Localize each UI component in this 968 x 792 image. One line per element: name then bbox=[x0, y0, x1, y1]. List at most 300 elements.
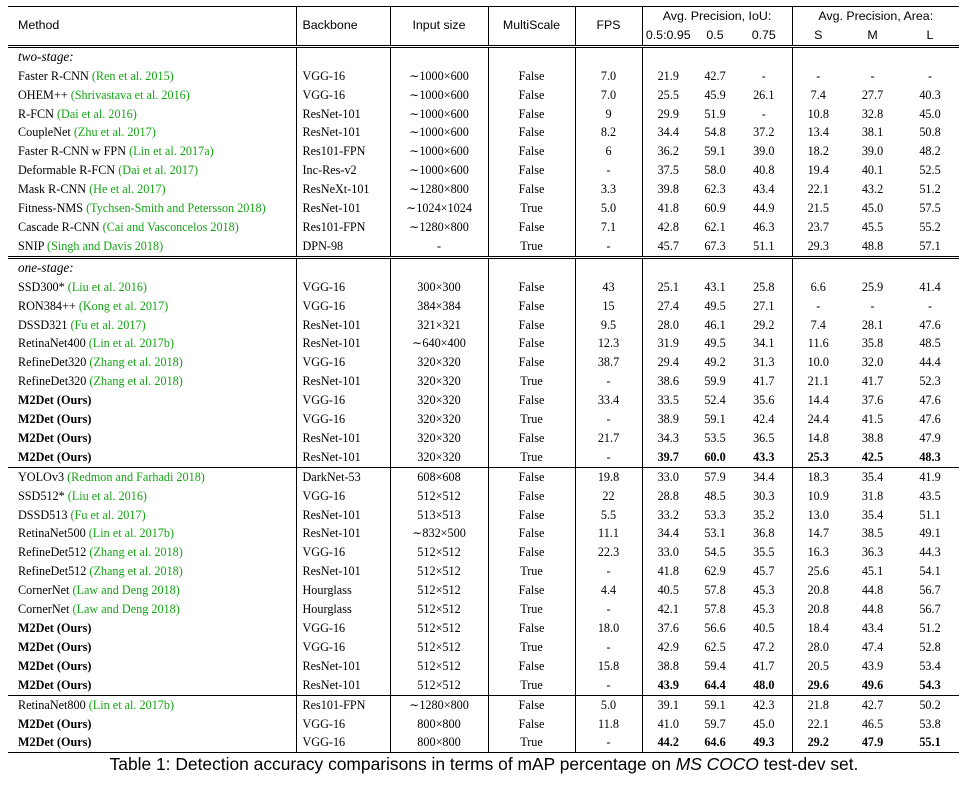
backbone-cell: ResNet-101 bbox=[296, 657, 390, 676]
citation-link[interactable]: (Ren et al. 2015) bbox=[91, 68, 174, 83]
fps-cell: 33.4 bbox=[575, 391, 642, 410]
method-name: RefineDet320 bbox=[18, 355, 87, 370]
method-name: Mask R-CNN bbox=[18, 182, 87, 197]
ap-iou-cell: 42.3 bbox=[736, 695, 792, 714]
ap-area-cell: 25.6 bbox=[792, 562, 844, 581]
ap-area-cell: 56.7 bbox=[919, 602, 941, 617]
ap-iou-cell: 37.6 bbox=[642, 619, 694, 638]
backbone-cell: ResNet-101 bbox=[296, 506, 390, 525]
ap-area-cell: 19.4 bbox=[792, 161, 844, 180]
input-size-cell: ∼1280×800 bbox=[390, 218, 488, 237]
ap-iou-cell: 48.5 bbox=[704, 488, 726, 503]
input-size-cell: - bbox=[390, 237, 488, 257]
table-row bbox=[8, 105, 959, 124]
backbone-cell: ResNet-101 bbox=[296, 123, 390, 142]
ap-area-cell: 21.1 bbox=[792, 372, 844, 391]
method-name: M2Det (Ours) bbox=[18, 639, 92, 654]
table-row bbox=[8, 316, 959, 335]
multiscale-cell: True bbox=[488, 638, 575, 657]
ap-iou-cell: 39.0 bbox=[753, 144, 775, 159]
section-empty-cell bbox=[488, 257, 575, 277]
input-size-cell: ∼1280×800 bbox=[390, 695, 488, 714]
fps-cell: - bbox=[575, 562, 642, 581]
ap-iou-cell: 33.0 bbox=[642, 467, 694, 486]
ap-iou-cell: 67.3 bbox=[704, 238, 726, 253]
fps-cell: 15.8 bbox=[575, 657, 642, 676]
fps-cell: 7.0 bbox=[575, 67, 642, 86]
ap-area-cell: 53.4 bbox=[919, 658, 941, 673]
input-size-cell: 512×512 bbox=[390, 600, 488, 619]
input-size-cell: 512×512 bbox=[390, 657, 488, 676]
table-caption bbox=[0, 754, 968, 775]
backbone-cell: VGG-16 bbox=[296, 543, 390, 562]
method-name: OHEM++ bbox=[18, 87, 68, 102]
method-name: CornerNet bbox=[18, 583, 70, 598]
ap-area-cell: 23.7 bbox=[792, 218, 844, 237]
results-table bbox=[8, 6, 959, 753]
section-header bbox=[8, 257, 959, 277]
ap-area-cell: 55.2 bbox=[919, 219, 941, 234]
header-multiscale: MultiScale bbox=[488, 7, 575, 47]
citation-link[interactable]: (Singh and Davis 2018) bbox=[47, 238, 164, 253]
fps-cell: 12.3 bbox=[575, 334, 642, 353]
section-empty-cell bbox=[844, 257, 901, 277]
ap-area-cell: 41.5 bbox=[861, 412, 884, 427]
ap-area-cell: 49.6 bbox=[861, 677, 884, 692]
backbone-cell: ResNet-101 bbox=[296, 199, 390, 218]
ap-area-cell: 32.0 bbox=[861, 355, 884, 370]
table-row bbox=[8, 142, 959, 161]
method-name: M2Det (Ours) bbox=[18, 412, 92, 427]
multiscale-cell: True bbox=[488, 237, 575, 257]
citation-link[interactable]: (Zhang et al. 2018) bbox=[89, 564, 183, 579]
ap-iou-cell: 41.8 bbox=[642, 199, 694, 218]
ap-iou-cell: 49.5 bbox=[704, 298, 726, 313]
header-method: Method bbox=[8, 7, 296, 47]
backbone-cell: ResNet-101 bbox=[296, 524, 390, 543]
ap-area-cell: 45.5 bbox=[861, 219, 884, 234]
section-empty-cell bbox=[844, 46, 901, 66]
ap-iou-cell: 33.2 bbox=[642, 506, 694, 525]
method-name: M2Det (Ours) bbox=[18, 430, 92, 445]
backbone-cell: VGG-16 bbox=[296, 297, 390, 316]
method-name: M2Det (Ours) bbox=[18, 621, 92, 635]
ap-area-cell: 51.2 bbox=[919, 621, 941, 635]
ap-area-cell: 45.0 bbox=[919, 106, 941, 121]
method-cell bbox=[8, 638, 296, 657]
backbone-cell: VGG-16 bbox=[296, 278, 390, 297]
ap-area-cell: 28.0 bbox=[792, 638, 844, 657]
method-name: RetinaNet500 bbox=[18, 526, 86, 541]
method-cell bbox=[8, 199, 296, 218]
citation-link[interactable]: (Lin et al. 2017b) bbox=[88, 697, 175, 712]
ap-area-cell: - bbox=[870, 68, 875, 83]
method-name: RetinaNet400 bbox=[18, 336, 86, 351]
caption-dataset: MS COCO bbox=[675, 754, 759, 774]
ap-iou-cell: 59.4 bbox=[704, 658, 726, 673]
ap-area-cell: 21.8 bbox=[792, 695, 844, 714]
backbone-cell: Inc-Res-v2 bbox=[296, 161, 390, 180]
ap-iou-cell: 42.8 bbox=[642, 218, 694, 237]
citation-link[interactable]: (He et al. 2017) bbox=[89, 182, 166, 197]
table-row bbox=[8, 524, 959, 543]
ap-iou-cell: 34.4 bbox=[642, 524, 694, 543]
method-name: RetinaNet800 bbox=[18, 697, 86, 712]
method-cell bbox=[8, 581, 296, 600]
ap-area-cell: 32.8 bbox=[861, 106, 884, 121]
ap-iou-cell: 27.1 bbox=[753, 298, 775, 313]
ap-area-cell: 43.4 bbox=[861, 621, 884, 635]
table-row bbox=[8, 715, 959, 734]
method-name: M2Det (Ours) bbox=[18, 735, 92, 750]
section-empty-cell bbox=[736, 257, 792, 277]
input-size-cell: ∼1000×600 bbox=[390, 67, 488, 86]
method-name: Cascade R-CNN bbox=[18, 219, 100, 234]
ap-area-cell: 45.1 bbox=[861, 564, 884, 579]
method-cell bbox=[8, 218, 296, 237]
ap-area-cell: 52.5 bbox=[919, 163, 941, 178]
multiscale-cell: False bbox=[488, 391, 575, 410]
fps-cell: 6 bbox=[575, 142, 642, 161]
citation-link[interactable]: (Lin et al. 2017a) bbox=[129, 144, 214, 159]
ap-iou-cell: 21.9 bbox=[642, 67, 694, 86]
table-row bbox=[8, 467, 959, 486]
method-name: Faster R-CNN w FPN bbox=[18, 144, 127, 159]
section-empty-cell bbox=[792, 46, 844, 66]
citation-link[interactable]: (Liu et al. 2016) bbox=[67, 488, 147, 503]
method-cell bbox=[8, 562, 296, 581]
fps-cell: - bbox=[575, 733, 642, 752]
multiscale-cell: False bbox=[488, 67, 575, 86]
ap-iou-cell: 35.2 bbox=[753, 507, 775, 522]
ap-area-cell: 29.6 bbox=[792, 676, 844, 695]
fps-cell: - bbox=[575, 600, 642, 619]
method-name: SNIP bbox=[18, 238, 44, 253]
ap-iou-cell: 54.5 bbox=[704, 545, 726, 560]
ap-area-cell: 21.5 bbox=[792, 199, 844, 218]
header-iou-col: 0.5:0.95 bbox=[642, 26, 694, 46]
multiscale-cell: True bbox=[488, 600, 575, 619]
ap-iou-cell: 41.8 bbox=[642, 562, 694, 581]
multiscale-cell: True bbox=[488, 199, 575, 218]
ap-iou-cell: 43.9 bbox=[642, 676, 694, 695]
ap-area-cell: 35.8 bbox=[861, 336, 884, 351]
input-size-cell: ∼1000×600 bbox=[390, 142, 488, 161]
ap-area-cell: 51.2 bbox=[919, 182, 941, 197]
ap-iou-cell: 33.5 bbox=[642, 391, 694, 410]
input-size-cell: 512×512 bbox=[390, 638, 488, 657]
multiscale-cell: False bbox=[488, 487, 575, 506]
ap-iou-cell: 38.9 bbox=[642, 410, 694, 429]
citation-link[interactable]: (Tychsen-Smith and Petersson 2018) bbox=[86, 201, 266, 216]
fps-cell: 4.4 bbox=[575, 581, 642, 600]
ap-area-cell: 18.4 bbox=[792, 619, 844, 638]
citation-link[interactable]: (Kong et al. 2017) bbox=[78, 298, 169, 313]
ap-iou-cell: 31.3 bbox=[753, 355, 775, 370]
ap-area-cell: 56.7 bbox=[919, 583, 941, 598]
ap-iou-cell: 59.9 bbox=[704, 374, 726, 389]
section-empty-cell bbox=[901, 46, 959, 66]
table-row bbox=[8, 161, 959, 180]
citation-link[interactable]: (Fu et al. 2017) bbox=[70, 507, 146, 522]
ap-iou-cell: 43.4 bbox=[753, 182, 775, 197]
ap-area-cell: 38.8 bbox=[861, 430, 884, 445]
method-cell bbox=[8, 600, 296, 619]
method-cell bbox=[8, 316, 296, 335]
table-row bbox=[8, 657, 959, 676]
ap-iou-cell: 39.1 bbox=[642, 695, 694, 714]
ap-iou-cell: 25.5 bbox=[642, 86, 694, 105]
backbone-cell: ResNet-101 bbox=[296, 105, 390, 124]
section-empty-cell bbox=[736, 46, 792, 66]
table-row bbox=[8, 581, 959, 600]
table-row bbox=[8, 429, 959, 448]
ap-area-cell: 42.5 bbox=[861, 449, 884, 464]
section-empty-cell bbox=[901, 257, 959, 277]
ap-iou-cell: 30.3 bbox=[753, 488, 775, 503]
citation-link[interactable]: (Shrivastava et al. 2016) bbox=[70, 87, 190, 102]
backbone-cell: ResNeXt-101 bbox=[296, 180, 390, 199]
ap-iou-cell: 34.3 bbox=[642, 429, 694, 448]
ap-area-cell: 41.7 bbox=[861, 374, 884, 389]
fps-cell: 21.7 bbox=[575, 429, 642, 448]
citation-link[interactable]: (Dai et al. 2017) bbox=[118, 163, 199, 178]
method-name: M2Det (Ours) bbox=[18, 716, 92, 731]
multiscale-cell: True bbox=[488, 676, 575, 695]
input-size-cell: ∼832×500 bbox=[390, 524, 488, 543]
ap-area-cell: 41.4 bbox=[919, 279, 941, 294]
method-cell bbox=[8, 695, 296, 714]
method-cell bbox=[8, 123, 296, 142]
input-size-cell: ∼1000×600 bbox=[390, 161, 488, 180]
table-row bbox=[8, 619, 959, 638]
ap-iou-cell: 29.9 bbox=[642, 105, 694, 124]
ap-area-cell: 40.3 bbox=[919, 87, 941, 102]
fps-cell: 22.3 bbox=[575, 543, 642, 562]
ap-iou-cell: 64.4 bbox=[704, 677, 726, 692]
backbone-cell: Hourglass bbox=[296, 600, 390, 619]
input-size-cell: ∼1024×1024 bbox=[390, 199, 488, 218]
fps-cell: - bbox=[575, 448, 642, 467]
citation-link[interactable]: (Lin et al. 2017b) bbox=[88, 526, 175, 541]
ap-iou-cell: 57.8 bbox=[704, 583, 726, 598]
ap-iou-cell: 41.7 bbox=[753, 374, 775, 389]
ap-iou-cell: 57.8 bbox=[704, 602, 726, 617]
input-size-cell: ∼1000×600 bbox=[390, 86, 488, 105]
method-name: SSD512* bbox=[18, 488, 65, 503]
method-cell bbox=[8, 524, 296, 543]
input-size-cell: 513×513 bbox=[390, 506, 488, 525]
citation-link[interactable]: (Zhang et al. 2018) bbox=[89, 355, 183, 370]
ap-iou-cell: 59.1 bbox=[704, 144, 726, 159]
header-area-col: M bbox=[867, 27, 878, 42]
ap-area-cell: 10.0 bbox=[792, 353, 844, 372]
input-size-cell: 320×320 bbox=[390, 353, 488, 372]
backbone-cell: Res101-FPN bbox=[296, 218, 390, 237]
ap-iou-cell: 28.8 bbox=[642, 487, 694, 506]
ap-iou-cell: 34.1 bbox=[753, 336, 775, 351]
ap-iou-cell: - bbox=[761, 68, 766, 83]
ap-area-cell: 50.2 bbox=[901, 695, 959, 714]
method-name: Fitness-NMS bbox=[18, 201, 84, 216]
input-size-cell: ∼1000×600 bbox=[390, 123, 488, 142]
ap-iou-cell: 40.5 bbox=[753, 621, 775, 635]
fps-cell: - bbox=[575, 237, 642, 257]
section-empty-cell bbox=[575, 46, 642, 66]
method-cell bbox=[8, 487, 296, 506]
ap-area-cell: 44.8 bbox=[861, 583, 884, 598]
ap-iou-cell: 29.4 bbox=[642, 353, 694, 372]
multiscale-cell: False bbox=[488, 657, 575, 676]
ap-area-cell: 38.5 bbox=[861, 526, 884, 541]
fps-cell: 18.0 bbox=[575, 619, 642, 638]
ap-iou-cell: 62.3 bbox=[704, 182, 726, 197]
ap-iou-cell: 35.5 bbox=[753, 545, 775, 560]
table-row bbox=[8, 733, 959, 752]
ap-area-cell: 20.8 bbox=[792, 600, 844, 619]
header-ap-iou: Avg. Precision, IoU: bbox=[642, 7, 792, 26]
header-input-size: Input size bbox=[390, 7, 488, 47]
ap-iou-cell: 37.5 bbox=[642, 161, 694, 180]
method-name: RefineDet512 bbox=[18, 545, 87, 560]
table-row bbox=[8, 638, 959, 657]
section-empty-cell bbox=[575, 257, 642, 277]
ap-iou-cell: 33.0 bbox=[642, 543, 694, 562]
fps-cell: - bbox=[575, 638, 642, 657]
method-cell bbox=[8, 506, 296, 525]
input-size-cell: 800×800 bbox=[390, 733, 488, 752]
input-size-cell: ∼640×400 bbox=[390, 334, 488, 353]
ap-area-cell: - bbox=[870, 298, 875, 313]
ap-area-cell: 14.7 bbox=[792, 524, 844, 543]
ap-iou-cell: 27.4 bbox=[642, 297, 694, 316]
method-name: M2Det (Ours) bbox=[18, 393, 92, 408]
ap-iou-cell: 37.2 bbox=[753, 125, 775, 140]
input-size-cell: 512×512 bbox=[390, 562, 488, 581]
ap-iou-cell: 34.4 bbox=[736, 467, 792, 486]
fps-cell: 43 bbox=[575, 278, 642, 297]
method-cell bbox=[8, 391, 296, 410]
method-cell bbox=[8, 676, 296, 695]
citation-link[interactable]: (Zhang et al. 2018) bbox=[89, 374, 183, 389]
ap-area-cell: 52.3 bbox=[919, 374, 941, 389]
backbone-cell: Res101-FPN bbox=[296, 695, 390, 714]
ap-area-cell: 57.1 bbox=[919, 238, 941, 253]
backbone-cell: VGG-16 bbox=[296, 619, 390, 638]
ap-iou-cell: 28.0 bbox=[642, 316, 694, 335]
ap-area-cell: 41.9 bbox=[901, 467, 959, 486]
fps-cell: - bbox=[575, 676, 642, 695]
multiscale-cell: True bbox=[488, 410, 575, 429]
method-cell bbox=[8, 334, 296, 353]
method-cell bbox=[8, 467, 296, 486]
ap-iou-cell: 42.9 bbox=[642, 638, 694, 657]
multiscale-cell: True bbox=[488, 448, 575, 467]
citation-link[interactable]: (Liu et al. 2016) bbox=[67, 279, 147, 294]
ap-area-cell: 22.1 bbox=[792, 715, 844, 734]
table-row bbox=[8, 278, 959, 297]
citation-link[interactable]: (Redmon and Farhadi 2018) bbox=[67, 469, 205, 484]
ap-area-cell: 54.3 bbox=[919, 677, 941, 692]
input-size-cell: 321×321 bbox=[390, 316, 488, 335]
multiscale-cell: False bbox=[488, 316, 575, 335]
citation-link[interactable]: (Zhang et al. 2018) bbox=[89, 545, 183, 560]
input-size-cell: 512×512 bbox=[390, 619, 488, 638]
header-backbone: Backbone bbox=[296, 7, 390, 47]
table-row bbox=[8, 123, 959, 142]
multiscale-cell: False bbox=[488, 123, 575, 142]
ap-iou-cell: 49.2 bbox=[704, 355, 726, 370]
backbone-cell: VGG-16 bbox=[296, 391, 390, 410]
citation-link[interactable]: (Fu et al. 2017) bbox=[70, 317, 146, 332]
ap-iou-cell: 25.8 bbox=[753, 279, 775, 294]
method-cell bbox=[8, 297, 296, 316]
backbone-cell: ResNet-101 bbox=[296, 372, 390, 391]
ap-area-cell: 29.3 bbox=[792, 237, 844, 257]
section-title: two-stage: bbox=[8, 46, 296, 66]
ap-iou-cell: 44.9 bbox=[753, 201, 775, 216]
multiscale-cell: False bbox=[488, 105, 575, 124]
ap-iou-cell: 59.1 bbox=[694, 695, 736, 714]
table-row bbox=[8, 506, 959, 525]
ap-iou-cell: 42.1 bbox=[642, 600, 694, 619]
method-cell bbox=[8, 410, 296, 429]
ap-iou-cell: 49.5 bbox=[704, 336, 726, 351]
fps-cell: 8.2 bbox=[575, 123, 642, 142]
ap-iou-cell: 45.7 bbox=[753, 564, 775, 579]
citation-link[interactable]: (Dai et al. 2016) bbox=[56, 106, 137, 121]
ap-area-cell: 47.6 bbox=[919, 412, 941, 427]
ap-area-cell: 37.6 bbox=[861, 393, 884, 408]
caption-suffix: test-dev set. bbox=[758, 754, 859, 774]
ap-area-cell: 43.9 bbox=[861, 658, 884, 673]
multiscale-cell: False bbox=[488, 429, 575, 448]
input-size-cell: 300×300 bbox=[390, 278, 488, 297]
multiscale-cell: False bbox=[488, 297, 575, 316]
ap-iou-cell: 29.2 bbox=[753, 317, 775, 332]
fps-cell: - bbox=[575, 372, 642, 391]
ap-iou-cell: 43.1 bbox=[704, 279, 726, 294]
citation-link[interactable]: (Lin et al. 2017b) bbox=[88, 336, 175, 351]
citation-link[interactable]: (Law and Deng 2018) bbox=[72, 583, 180, 598]
ap-area-cell: 52.8 bbox=[919, 639, 941, 654]
table-row bbox=[8, 218, 959, 237]
multiscale-cell: False bbox=[488, 353, 575, 372]
ap-area-cell: 10.8 bbox=[792, 105, 844, 124]
citation-link[interactable]: (Zhu et al. 2017) bbox=[73, 125, 156, 140]
citation-link[interactable]: (Cai and Vasconcelos 2018) bbox=[102, 219, 239, 234]
ap-area-cell: 14.4 bbox=[792, 391, 844, 410]
fps-cell: 5.0 bbox=[575, 695, 642, 714]
method-cell bbox=[8, 543, 296, 562]
input-size-cell: 320×320 bbox=[390, 391, 488, 410]
ap-iou-cell: 62.1 bbox=[704, 219, 726, 234]
ap-area-cell: 39.0 bbox=[861, 144, 884, 159]
multiscale-cell: False bbox=[488, 180, 575, 199]
input-size-cell: 608×608 bbox=[390, 467, 488, 486]
fps-cell: 22 bbox=[575, 487, 642, 506]
section-empty-cell bbox=[694, 257, 736, 277]
ap-area-cell: 36.3 bbox=[861, 545, 884, 560]
multiscale-cell: True bbox=[488, 562, 575, 581]
ap-iou-cell: 64.6 bbox=[694, 733, 736, 752]
method-name: Deformable R-FCN bbox=[18, 163, 116, 178]
citation-link[interactable]: (Law and Deng 2018) bbox=[72, 602, 180, 617]
ap-iou-cell: 40.8 bbox=[753, 163, 775, 178]
header-iou-col: 0.5 bbox=[706, 27, 724, 42]
method-cell bbox=[8, 657, 296, 676]
ap-area-cell: 42.7 bbox=[844, 695, 901, 714]
